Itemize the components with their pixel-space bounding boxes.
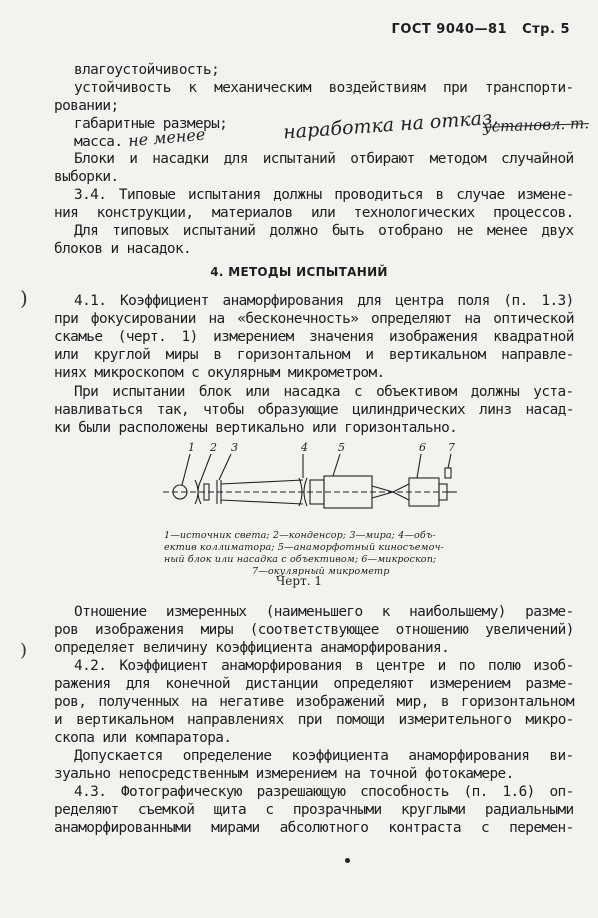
figure-caption-line: 7—окулярный микрометр	[252, 566, 390, 577]
text-line: анаморфированными мирами абсолютного контраста с перемен-	[54, 820, 574, 836]
gost-number: ГОСТ 9040—81	[391, 22, 508, 37]
text-line: 4.2. Коэффициент анаморфирования в центре и по полю изоб-	[74, 658, 574, 674]
text-line: устойчивость к механическим воздействиям при транспорти-	[74, 80, 574, 96]
figure-title: Черт. 1	[276, 574, 322, 588]
text-line: блоков и насадок.	[54, 241, 192, 257]
fig-label-5: 5	[338, 441, 345, 454]
text-line: скопа или компаратора.	[54, 730, 232, 746]
text-line: ров, полученных на негативе изображений мир, в горизонтальном	[54, 694, 574, 710]
text-line: ражения для конечной дистанции определяют измерением разме-	[54, 676, 574, 692]
text-line: скамье (черт. 1) измерением значения изображения квадратной	[54, 329, 574, 345]
text-line: Для типовых испытаний должно быть отобрано не менее двух	[74, 223, 574, 239]
fig-label-2: 2	[210, 441, 217, 454]
text-line: выборки.	[54, 169, 119, 185]
section-title: 4. МЕТОДЫ ИСПЫТАНИЙ	[210, 265, 388, 279]
text-line: ров изображения миры (соответствующее отношению увеличений)	[54, 622, 574, 638]
text-line: 4.3. Фотографическую разрешающую способность (п. 1.6) оп-	[74, 784, 574, 800]
text-line: Отношение измеренных (наименьшего к наибольшему) разме-	[74, 604, 574, 620]
handwritten-note-min: не менее	[127, 124, 206, 151]
margin-bracket-mark: )	[20, 640, 28, 661]
fig-label-7: 7	[448, 441, 455, 454]
text-line: 4.1. Коэффициент анаморфирования для центра поля (п. 1.3)	[74, 293, 574, 309]
text-line: зуально непосредственным измерением на точной фотокамере.	[54, 766, 514, 782]
text-line: Блоки и насадки для испытаний отбирают методом случайной	[74, 151, 574, 167]
margin-bracket-mark: )	[20, 286, 28, 310]
text-line: ки были расположены вертикально или горизонтально.	[54, 420, 458, 436]
text-line: 3.4. Типовые испытания должны проводиться в случае измене-	[74, 187, 574, 203]
text-line: Допускается определение коэффициента анаморфирования ви-	[74, 748, 574, 764]
page-number: Стр. 5	[522, 22, 570, 37]
text-line: габаритные размеры;	[74, 116, 228, 132]
text-line: масса.	[74, 134, 123, 150]
text-line: ния конструкции, материалов или технологических процессов.	[54, 205, 574, 221]
text-line: ровании;	[54, 98, 119, 114]
fig-label-1: 1	[188, 441, 195, 454]
text-line: влагоустойчивость;	[74, 62, 220, 78]
figure-caption-line: ный блок или насадка с объективом; 6—микроскоп;	[164, 554, 437, 565]
fig-label-3: 3	[231, 441, 238, 454]
text-line: навливаться так, чтобы образующие цилиндрических линз насад-	[54, 402, 574, 418]
fig-label-4: 4	[301, 441, 308, 454]
handwritten-note-mtbf: наработка на отказ,	[282, 106, 500, 144]
figure-caption-line: 1—источник света; 2—конденсор; 3—мира; 4—объ-	[164, 530, 436, 541]
optical-bench-diagram	[155, 440, 465, 530]
text-line: При испытании блок или насадка с объективом должны уста-	[74, 384, 574, 400]
fig-label-6: 6	[419, 441, 426, 454]
figure-caption-line: ектив коллиматора; 5—анаморфотный киносъемоч-	[164, 542, 444, 553]
text-line: определяет величину коэффициента анаморфирования.	[54, 640, 450, 656]
page-header	[382, 22, 570, 37]
handwritten-strikethrough: установл. т.	[482, 114, 590, 136]
text-line: ниях микроскопом с окулярным микрометром.	[54, 365, 385, 381]
ink-dot	[345, 858, 350, 863]
text-line: при фокусировании на «бесконечность» определяют на оптической	[54, 311, 574, 327]
text-line: и вертикальном направлениях при помощи измерительного микро-	[54, 712, 574, 728]
text-line: ределяют съемкой щита с прозрачными круглыми радиальными	[54, 802, 574, 818]
text-line: или круглой миры в горизонтальном и вертикальном направле-	[54, 347, 574, 363]
